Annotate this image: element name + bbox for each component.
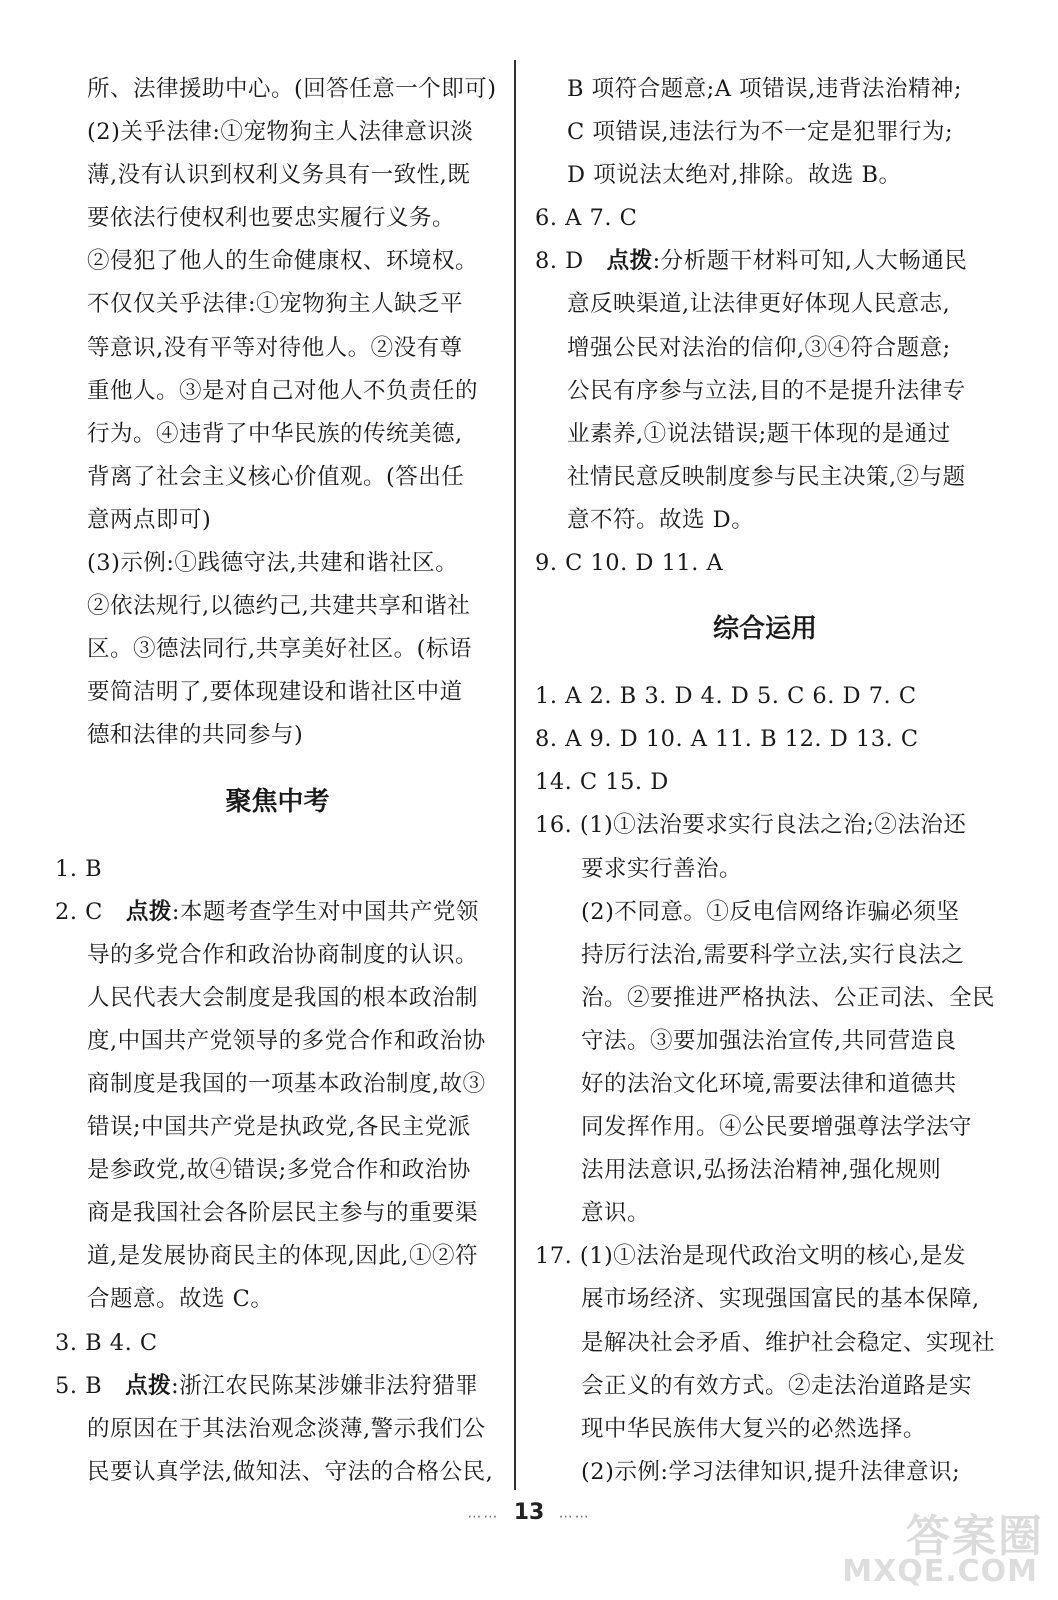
text-line: 16. (1)①法治要求实行良法之治;②法治还: [535, 812, 967, 839]
left-column: [55, 68, 500, 1494]
text-line: 现中华民族伟大复兴的必然选择。: [581, 1415, 927, 1442]
answer-text: :浙江农民陈某涉嫌非法狩猎罪: [171, 1372, 479, 1399]
answer-label: 5. B: [55, 1372, 103, 1399]
answer-text: :分析题干材料可知,人大畅通民: [652, 248, 968, 275]
text-line: 不仅仅关乎法律:①宠物狗主人缺乏平: [87, 291, 464, 318]
text-line: ②依法规行,以德约己,共建共享和谐社: [87, 593, 471, 620]
watermark-top-text: 答案圈: [906, 1511, 1044, 1562]
tip-label: 点拨: [606, 248, 653, 275]
answer-row-2: [535, 718, 995, 761]
answer-16: [535, 804, 995, 1235]
text-line: 3. B 4. C: [55, 1329, 158, 1356]
text-line: [55, 891, 500, 934]
text-line: 17. (1)①法治是现代政治文明的核心,是发: [535, 1243, 966, 1270]
answer-row-1: [535, 675, 995, 718]
section-heading-focus-exam: 聚焦中考: [225, 786, 330, 817]
watermark-url-text: MXQE.COM: [842, 1554, 1038, 1589]
text-line: 14. C 15. D: [535, 769, 669, 796]
text-line: [535, 240, 995, 283]
text-line: (2)示例:学习法律知识,提升法律意识;: [581, 1458, 961, 1485]
answer-17-body: [535, 1278, 995, 1450]
text-line: 要依法行使权利也要忠实履行义务。: [87, 205, 456, 232]
column-divider: [514, 60, 516, 1490]
q3-paragraph: [55, 542, 500, 757]
text-line: 公民有序参与立法,目的不是提升法律专: [567, 377, 966, 404]
text-line: 合题意。故选 C。: [87, 1286, 274, 1313]
answer-3-4: [55, 1322, 500, 1365]
text-line: 治。②要推进严格执法、公正司法、全民: [581, 984, 996, 1011]
text-line: 同发挥作用。④公民要增强尊法学法守: [581, 1114, 973, 1141]
text-line: 道,是发展协商民主的体现,因此,①②符: [87, 1243, 478, 1270]
text-line: C 项错误,违法行为不一定是犯罪行为;: [567, 119, 954, 146]
tip-label: 点拨: [125, 898, 172, 925]
text-line: D 项说法太绝对,排除。故选 B。: [567, 162, 902, 189]
text-line: 错误;中国共产党是执政党,各民主党派: [87, 1114, 471, 1141]
text-line: ②侵犯了他人的生命健康权、环境权。: [87, 248, 479, 275]
text-line: (2)不同意。①反电信网络诈骗必须坚: [581, 898, 960, 925]
answer-17-part2: [535, 1451, 995, 1494]
answer-17: [535, 1235, 995, 1494]
page-number: 13: [513, 1500, 545, 1525]
text-line: (2)关乎法律:①宠物狗主人法律意识淡: [87, 119, 474, 146]
text-line: 意不符。故选 D。: [567, 506, 755, 533]
text-line: 守法。③要加强法治宣传,共同营造良: [581, 1027, 957, 1054]
text-line: 会正义的有效方式。②走法治道路是实: [581, 1372, 973, 1399]
text-line: 是解决社会矛盾、维护社会稳定、实现社: [581, 1329, 996, 1356]
q2-paragraph: [55, 111, 500, 542]
text-line: 法用法意识,弘扬法治精神,强化规则: [581, 1157, 942, 1184]
right-column: [535, 68, 995, 1494]
answer-8-body: [535, 283, 995, 542]
text-line: 商是我国社会各阶层民主参与的重要渠: [87, 1200, 479, 1227]
answer-16-body: [535, 848, 995, 891]
text-line: 1. A 2. B 3. D 4. D 5. C 6. D 7. C: [535, 683, 917, 710]
text-line: 1. B: [55, 855, 103, 882]
answer-6-7: [535, 197, 995, 240]
text-line: 的原因在于其法治观念淡薄,警示我们公: [87, 1415, 486, 1442]
text-line: 背离了社会主义核心价值观。(答出任: [87, 463, 465, 490]
text-line: 度,中国共产党领导的多党合作和政治协: [87, 1027, 486, 1054]
answer-5: [55, 1365, 500, 1494]
text-line: 行为。④违背了中华民族的传统美德,: [87, 420, 463, 447]
text-line: [55, 1365, 500, 1408]
intro-paragraph: [55, 68, 500, 111]
answer-5-continued: [535, 68, 995, 197]
text-line: 9. C 10. D 11. A: [535, 550, 724, 577]
answer-16-part2: [535, 891, 995, 1236]
text-line: 要求实行善治。: [581, 855, 743, 882]
answer-5-body: [55, 1408, 500, 1494]
answer-label: 8. D: [535, 248, 584, 275]
watermark-logo: [794, 1500, 1044, 1595]
text-line: 意两点即可): [87, 506, 212, 533]
answer-9-11: [535, 542, 995, 585]
text-line: B 项符合题意;A 项错误,违背法治精神;: [567, 76, 962, 102]
text-line: 重他人。③是对自己对他人不负责任的: [87, 377, 479, 404]
text-line: 薄,没有认识到权利义务具有一致性,既: [87, 162, 471, 189]
text-line: 持厉行法治,需要科学立法,实行良法之: [581, 941, 965, 968]
section-heading-comprehensive: 综合运用: [712, 614, 817, 645]
text-line: 意反映渠道,让法律更好体现人民意志,: [567, 291, 951, 318]
answer-8: [535, 240, 995, 542]
text-line: 区。③德法同行,共享美好社区。(标语: [87, 636, 472, 663]
text-line: 展市场经济、实现强国富民的基本保障,: [581, 1286, 980, 1313]
text-line: 德和法律的共同参与): [87, 722, 304, 749]
answer-text: :本题考查学生对中国共产党领: [171, 898, 479, 925]
text-line: 8. A 9. D 10. A 11. B 12. D 13. C: [535, 726, 919, 753]
text-line: 民要认真学法,做知法、守法的合格公民,: [87, 1458, 494, 1485]
answer-2-body: [55, 934, 500, 1322]
text-line: 要简洁明了,要体现建设和谐社区中道: [87, 679, 463, 706]
answer-1: [55, 848, 500, 891]
footer-dots-left: ……: [467, 1505, 500, 1522]
text-line: (3)示例:①践德守法,共建和谐社区。: [87, 550, 459, 577]
text-line: 社情民意反映制度参与民主决策,②与题: [567, 463, 966, 490]
text-line: 是参政党,故④错误;多党合作和政治协: [87, 1157, 471, 1184]
text-line: 所、法律援助中心。(回答任意一个即可): [87, 76, 497, 102]
answer-row-3: [535, 761, 995, 804]
text-line: 商制度是我国的一项基本政治制度,故③: [87, 1070, 486, 1097]
text-line: 业素养,①说法错误;题干体现的是通过: [567, 420, 951, 447]
text-line: 6. A 7. C: [535, 205, 638, 232]
text-line: 导的多党合作和政治协商制度的认识。: [87, 941, 479, 968]
text-line: 人民代表大会制度是我国的根本政治制: [87, 984, 479, 1011]
answer-2: [55, 891, 500, 1322]
text-line: 增强公民对法治的信仰,③④符合题意;: [567, 334, 951, 361]
footer-dots-right: ……: [558, 1505, 591, 1522]
answer-label: 2. C: [55, 898, 103, 925]
text-line: 等意识,没有平等对待他人。②没有尊: [87, 334, 463, 361]
text-line: 好的法治文化环境,需要法律和道德共: [581, 1070, 957, 1097]
tip-label: 点拨: [125, 1372, 172, 1399]
text-line: 意识。: [581, 1200, 651, 1227]
